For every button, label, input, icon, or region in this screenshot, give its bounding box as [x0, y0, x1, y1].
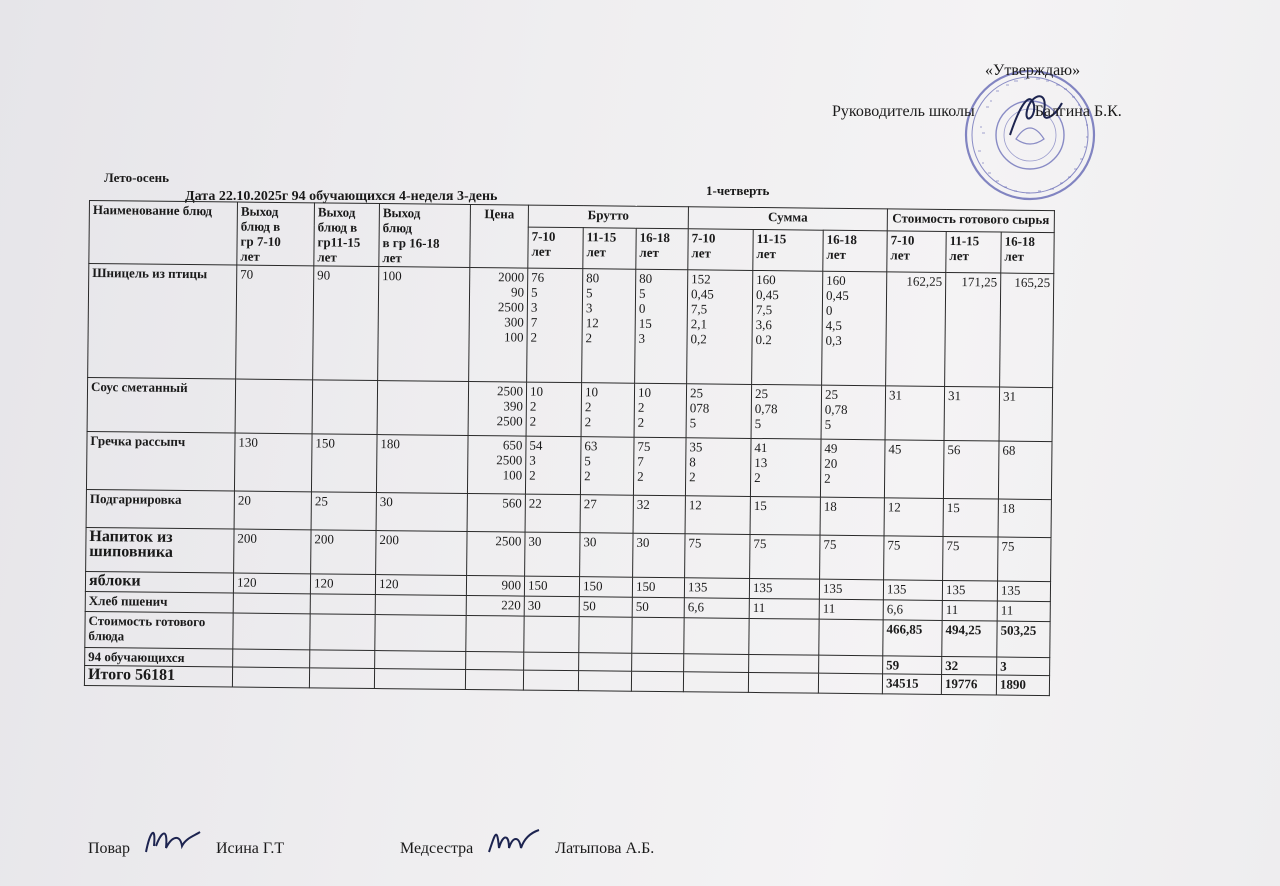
summa-item: 0,45	[690, 286, 714, 302]
dish-price	[466, 595, 524, 616]
raw-cost-value: 45	[884, 440, 944, 499]
summa-item: 0,45	[755, 286, 779, 303]
raw-cost-value: 11	[942, 600, 997, 621]
brutto-item: 7	[637, 453, 644, 469]
age-7-10: 7-10 лет	[528, 227, 583, 268]
brutto-item: 2	[637, 399, 645, 415]
brutto-item: 30	[527, 597, 541, 613]
summa-item: 25	[689, 385, 704, 401]
brutto-value	[632, 577, 684, 598]
dish-output: 200	[311, 530, 376, 575]
brutto-value	[633, 437, 686, 496]
cook-label: Повар	[88, 840, 130, 857]
price-value: 100	[502, 467, 523, 483]
brutto-value	[634, 383, 687, 438]
brutto-item: 2	[529, 467, 536, 483]
col-output-16-18: Выход блюд в гр 16-18 лет	[379, 204, 471, 268]
brutto-item: 3	[529, 452, 536, 468]
age-11-15: 11-15 лет	[946, 232, 1001, 273]
summa-item: 152	[691, 271, 711, 287]
quarter-label: 1-четверть	[706, 183, 770, 198]
price-value: 900	[501, 577, 522, 593]
season-label: Лето-осень	[104, 170, 169, 185]
brutto-item: 2	[584, 468, 591, 484]
summa-item: 3,6	[755, 316, 773, 333]
summa-value	[819, 579, 883, 600]
raw-cost-value: 31	[885, 386, 945, 441]
dish-price	[467, 493, 525, 532]
raw-cost-value: 12	[884, 498, 943, 537]
price-value: 2500	[495, 533, 522, 549]
dish-name: Хлеб пшенич	[85, 591, 233, 613]
summa-item: 6,6	[687, 599, 705, 615]
summa-value	[685, 534, 750, 579]
summa-item: 2,1	[690, 316, 708, 332]
menu-body	[85, 264, 1054, 622]
age-11-15: 11-15 лет	[583, 228, 636, 269]
col-summa: Сумма	[688, 207, 887, 231]
summa-item: 0	[825, 302, 833, 318]
summa-value	[751, 384, 822, 439]
brutto-item: 150	[582, 578, 603, 594]
summa-item: 135	[752, 579, 773, 596]
summa-value	[820, 439, 885, 498]
dish-output: 200	[376, 531, 467, 576]
dish-output	[235, 379, 313, 434]
brutto-item: 50	[635, 598, 649, 614]
age-16-18: 16-18 лет	[823, 230, 887, 271]
brutto-value	[525, 494, 580, 533]
summa-item: 135	[822, 580, 843, 596]
raw-cost-value: 15	[943, 498, 998, 537]
summa-item: 25	[824, 386, 839, 402]
summa-value	[750, 438, 821, 497]
age-11-15: 11-15 лет	[753, 230, 823, 271]
brutto-item: 80	[639, 270, 653, 286]
dish-output	[312, 380, 378, 435]
dish-output	[375, 595, 466, 616]
summa-value	[684, 578, 749, 599]
summa-item: 75	[688, 535, 702, 551]
nurse-name: Латыпова А.Б.	[555, 840, 655, 857]
summa-value	[820, 535, 884, 580]
brutto-item: 2	[637, 468, 644, 484]
summa-item: 160	[756, 271, 776, 288]
age-16-18: 16-18 лет	[1001, 232, 1054, 273]
summa-item: 0,2	[690, 331, 707, 347]
col-output-7-10: Выход блюд в гр 7-10 лет	[237, 202, 315, 266]
dish-cost-label: Стоимость готового блюда	[85, 611, 233, 649]
brutto-value	[580, 533, 633, 578]
brutto-value	[633, 533, 685, 578]
raw-cost-value: 171,25	[945, 272, 1001, 387]
price-value: 220	[501, 597, 521, 613]
price-value: 2500	[496, 413, 523, 429]
brutto-value	[633, 495, 685, 534]
amount-7-10: 34515	[882, 674, 941, 695]
brutto-item: 12	[585, 315, 599, 331]
summa-value	[749, 578, 819, 599]
brutto-item: 75	[637, 438, 651, 454]
brutto-item: 0	[638, 300, 646, 316]
price-value: 2500	[496, 383, 524, 399]
summa-item: 75	[753, 535, 767, 552]
col-dish-name: Наименование блюд	[89, 201, 238, 266]
brutto-value	[525, 532, 580, 577]
brutto-value	[579, 597, 632, 618]
raw-cost-value: 165,25	[1000, 273, 1054, 388]
dish-output	[377, 381, 469, 436]
brutto-item: 7	[530, 314, 538, 330]
brutto-item: 3	[530, 299, 538, 315]
raw-cost-value: 18	[998, 499, 1051, 538]
col-brutto: Брутто	[528, 205, 688, 229]
summa-item: 4,5	[825, 317, 843, 333]
summa-item: 2	[754, 469, 761, 486]
raw-cost-value: 75	[884, 536, 943, 581]
summa-item: 18	[823, 498, 837, 514]
students-count-16-18: 3	[997, 657, 1050, 676]
summa-item: 7,5	[690, 301, 708, 317]
summa-item: 5	[754, 415, 762, 432]
brutto-value	[524, 596, 579, 617]
summa-value	[687, 270, 753, 385]
approval-heading: «Утверждаю»	[985, 62, 1081, 79]
brutto-item: 2	[529, 413, 537, 429]
summa-value	[819, 599, 883, 620]
summa-item: 11	[752, 599, 766, 616]
dish-output: 90	[313, 266, 379, 381]
brutto-item: 5	[638, 285, 646, 301]
summa-item: 078	[689, 400, 710, 416]
raw-cost-value: 135	[942, 580, 997, 601]
brutto-item: 2	[529, 398, 537, 414]
dish-output: 70	[236, 265, 314, 380]
brutto-value	[581, 383, 635, 438]
price-value: 390	[503, 398, 523, 414]
summa-item: 0,45	[825, 287, 849, 303]
menu-cost-table	[84, 200, 1055, 696]
summa-value	[750, 534, 820, 579]
dish-output	[310, 594, 375, 615]
brutto-item: 2	[637, 414, 645, 430]
summa-item: 20	[824, 455, 838, 471]
dish-output: 200	[234, 529, 311, 574]
summa-item: 8	[689, 454, 696, 470]
nurse-signature	[485, 822, 543, 858]
summa-item: 41	[754, 439, 768, 456]
price-value: 560	[502, 495, 522, 511]
dish-cost-7-10: 466,85	[883, 620, 942, 657]
summa-value	[686, 384, 752, 439]
brutto-item: 3	[585, 300, 593, 316]
cook-name: Исина Г.Т	[216, 840, 285, 857]
summa-item: 5	[824, 416, 832, 432]
cook-signature	[142, 822, 204, 858]
brutto-item: 54	[529, 437, 543, 453]
dish-price	[469, 267, 528, 382]
brutto-item: 150	[527, 577, 548, 593]
brutto-item: 15	[638, 315, 652, 331]
summa-item: 13	[754, 454, 768, 471]
price-value: 2500	[497, 299, 524, 315]
dish-price	[468, 381, 527, 436]
raw-cost-value: 56	[943, 440, 999, 499]
grand-total-label: Итого 56181	[84, 665, 232, 687]
raw-cost-value: 11	[997, 601, 1050, 622]
summa-value	[752, 270, 823, 385]
summa-value	[820, 497, 884, 536]
summa-item: 0,78	[824, 401, 848, 417]
brutto-item: 63	[584, 438, 598, 454]
summa-item: 2	[689, 469, 696, 485]
brutto-item: 2	[585, 330, 593, 346]
director-line	[832, 103, 1122, 121]
raw-cost-value: 75	[998, 537, 1051, 582]
summa-item: 35	[689, 439, 703, 455]
dish-output: 25	[311, 492, 376, 531]
dish-price	[467, 435, 526, 494]
director-name: Балгина Б.К.	[1034, 103, 1122, 120]
raw-cost-value: 135	[883, 580, 942, 601]
dish-output: 120	[310, 574, 375, 595]
dish-row	[88, 264, 1054, 388]
price-value: 2000	[498, 269, 525, 285]
summa-value	[684, 598, 749, 619]
brutto-item: 5	[584, 453, 591, 469]
summa-value	[822, 271, 887, 386]
raw-cost-value: 75	[943, 536, 998, 581]
dish-name: яблоки	[85, 571, 233, 593]
summa-item: 160	[826, 272, 846, 288]
brutto-item: 27	[583, 496, 597, 512]
brutto-item: 30	[636, 534, 650, 550]
age-7-10: 7-10 лет	[887, 231, 946, 272]
summa-item: 15	[753, 497, 767, 514]
dish-name: Соус сметанный	[87, 377, 236, 433]
dish-name: Напиток из шиповника	[86, 527, 234, 573]
summa-value	[685, 438, 751, 497]
brutto-item: 50	[582, 598, 596, 614]
brutto-item: 10	[529, 383, 544, 399]
brutto-value	[582, 269, 636, 384]
dish-output: 120	[233, 573, 310, 594]
dish-row	[86, 431, 1052, 499]
amount-11-15: 19776	[941, 674, 996, 695]
nurse-signature-line	[400, 822, 654, 858]
summa-item: 5	[689, 415, 697, 431]
brutto-value	[580, 437, 634, 496]
brutto-item: 30	[583, 534, 597, 550]
summa-item: 0,78	[754, 400, 778, 417]
col-output-11-15: Выход блюд в гр11-15 лет	[314, 203, 380, 267]
dish-output: 180	[376, 435, 468, 494]
brutto-item: 30	[528, 533, 542, 549]
raw-cost-value: 135	[997, 581, 1050, 602]
price-value: 100	[504, 329, 524, 345]
summa-item: 0.2	[755, 331, 772, 348]
director-title: Руководитель школы	[832, 103, 975, 120]
raw-cost-value: 31	[999, 387, 1053, 442]
brutto-value	[580, 495, 633, 534]
brutto-item: 150	[635, 578, 656, 594]
brutto-value	[526, 382, 582, 437]
brutto-item: 2	[584, 414, 592, 430]
brutto-item: 76	[531, 269, 545, 285]
brutto-item: 2	[584, 399, 592, 415]
brutto-item: 3	[638, 330, 646, 346]
dish-name: Подгарнировка	[86, 489, 234, 529]
dish-cost-11-15: 494,25	[942, 620, 997, 657]
brutto-item: 5	[585, 285, 593, 301]
summa-item: 7,5	[755, 301, 773, 318]
dish-output	[233, 593, 310, 614]
dish-row	[87, 377, 1053, 441]
brutto-value	[579, 577, 632, 598]
summa-item: 75	[823, 536, 837, 552]
dish-output: 150	[311, 434, 377, 493]
brutto-item: 2	[530, 329, 538, 345]
age-16-18: 16-18 лет	[636, 228, 688, 269]
date-line: Дата 22.10.2025г 94 обучающихся 4-неделя 3-день	[185, 189, 498, 204]
brutto-item: 80	[586, 270, 600, 286]
brutto-item: 32	[636, 496, 650, 512]
summa-item: 2	[824, 470, 831, 486]
raw-cost-value: 31	[944, 386, 1000, 441]
totals-body	[84, 611, 1050, 695]
students-count-11-15: 32	[942, 656, 997, 675]
raw-cost-value: 6,6	[883, 600, 942, 621]
dish-output: 100	[378, 267, 470, 382]
price-value: 90	[510, 284, 525, 300]
cook-signature-line	[88, 822, 284, 858]
summa-item: 135	[687, 579, 708, 595]
dish-output: 130	[234, 433, 312, 492]
summa-value	[821, 385, 886, 440]
col-raw-cost: Стоимость готового сырья	[887, 209, 1054, 233]
summa-item: 11	[822, 600, 836, 616]
amount-16-18: 1890	[996, 675, 1049, 696]
dish-output: 120	[375, 575, 466, 596]
brutto-item: 5	[530, 284, 538, 300]
dish-output: 20	[234, 491, 311, 530]
raw-cost-value: 162,25	[886, 272, 946, 387]
students-label: 94 обучающихся	[85, 647, 233, 667]
brutto-value	[524, 576, 579, 597]
students-count-7-10: 59	[883, 656, 942, 675]
summa-item: 0,3	[825, 332, 842, 348]
dish-name: Шницель из птицы	[88, 264, 237, 380]
summa-item: 25	[754, 385, 769, 402]
price-value: 300	[504, 314, 524, 330]
brutto-item: 22	[528, 495, 542, 511]
brutto-item: 10	[637, 384, 652, 400]
price-value: 2500	[496, 452, 523, 468]
summa-value	[750, 496, 820, 535]
brutto-value	[527, 268, 583, 383]
dish-cost-16-18: 503,25	[997, 621, 1050, 658]
summa-value	[685, 496, 750, 535]
brutto-value	[525, 436, 581, 495]
raw-cost-value: 68	[998, 441, 1052, 500]
age-7-10: 7-10 лет	[688, 229, 753, 270]
brutto-item: 10	[584, 384, 599, 400]
summa-item: 12	[688, 497, 702, 513]
price-value: 650	[502, 437, 523, 453]
nurse-label: Медсестра	[400, 840, 474, 857]
dish-price	[467, 531, 525, 576]
col-price: Цена	[470, 204, 529, 268]
summa-item: 49	[824, 440, 838, 456]
brutto-value	[632, 597, 684, 618]
dish-price	[466, 575, 524, 596]
summa-value	[749, 598, 819, 619]
dish-output: 30	[376, 493, 467, 532]
dish-name: Гречка рассыпч	[86, 431, 235, 491]
brutto-value	[635, 269, 688, 384]
